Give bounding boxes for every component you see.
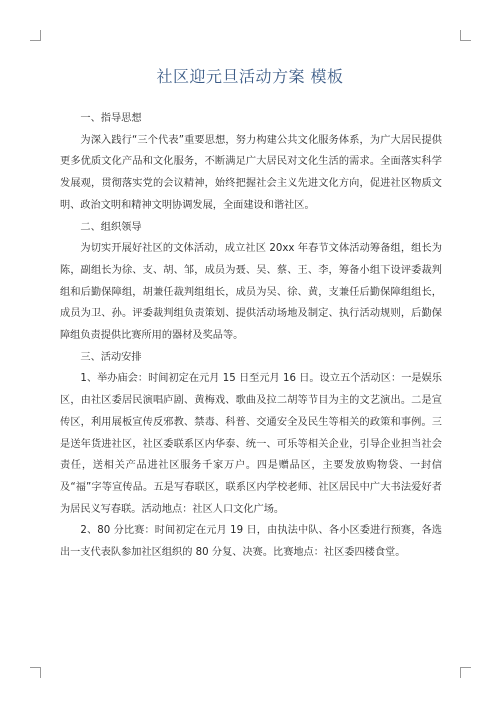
section-heading-organization: 二、组织领导 bbox=[80, 221, 142, 233]
paragraph-temple-fair: 1、举办庙会：时间初定在元月 15 日至元月 16 日。设立五个活动区：一是娱乐区，由社区委居民演唱庐剧、黄梅戏、歌曲及拉二胡等节目为主的文艺演出。二是宣传区，利用展板宣传反邪教、禁毒、科普、交通安全及民生等相关的政策和事例。三是送年货进社区，社区委联系区内华泰、统一、可乐等相关企业，引导企业担当社会责任，送相关产品进社区服务千家万户。四是赠品区，主要发放购物袋、一封信及“福”字等宣传品。五是写春联区，联系区内学校老师、社区居民中广大书法爱好者为居民义写春联。活动地点：社区人口文化广场。 bbox=[60, 373, 442, 515]
crop-mark-top-right bbox=[460, 30, 471, 41]
paragraph-80-points-match: 2、80 分比赛：时间初定在元月 19 日，由执法中队、各小区委进行预赛，各选出一支代表队参加社区组织的 80 分复、决赛。比赛地点：社区委四楼食堂。 bbox=[60, 525, 442, 559]
crop-mark-bottom-right bbox=[460, 667, 471, 678]
crop-mark-bottom-left bbox=[30, 667, 41, 678]
paragraph-organization: 为切实开展好社区的文体活动，成立社区 20xx 年春节文体活动筹备组，组长为陈，副组长为徐、支、胡、邹，成员为聂、吴、蔡、王、李，筹备小组下设评委裁判组和后勤保障组，胡兼任裁判组组长，成员为吴、徐、黄，支兼任后勤保障组组长，成员为卫、孙。评委裁判组负责策划、提供活动场地及制定、执行活动规则，后勤保障组负责提供比赛所用的器材及奖品等。 bbox=[60, 243, 442, 342]
document-body bbox=[60, 108, 442, 564]
document-title: 社区迎元旦活动方案 模板 bbox=[156, 67, 344, 86]
section-heading-activity-arrangement: 三、活动安排 bbox=[80, 351, 142, 363]
section-heading-guiding-ideology: 一、指导思想 bbox=[80, 113, 142, 124]
crop-mark-top-left bbox=[30, 30, 41, 41]
paragraph-guiding-ideology: 为深入践行“三个代表”重要思想，努力构建公共文化服务体系，为广大居民提供更多优质文化产品和文化服务，不断满足广大居民对文化生活的需求。全面落实科学发展观，贯彻落实党的会议精神，始终把握社会主义先进文化方向，促进社区物质文明、政治文明和精神文明协调发展，全面建设和谐社区。 bbox=[60, 134, 442, 211]
